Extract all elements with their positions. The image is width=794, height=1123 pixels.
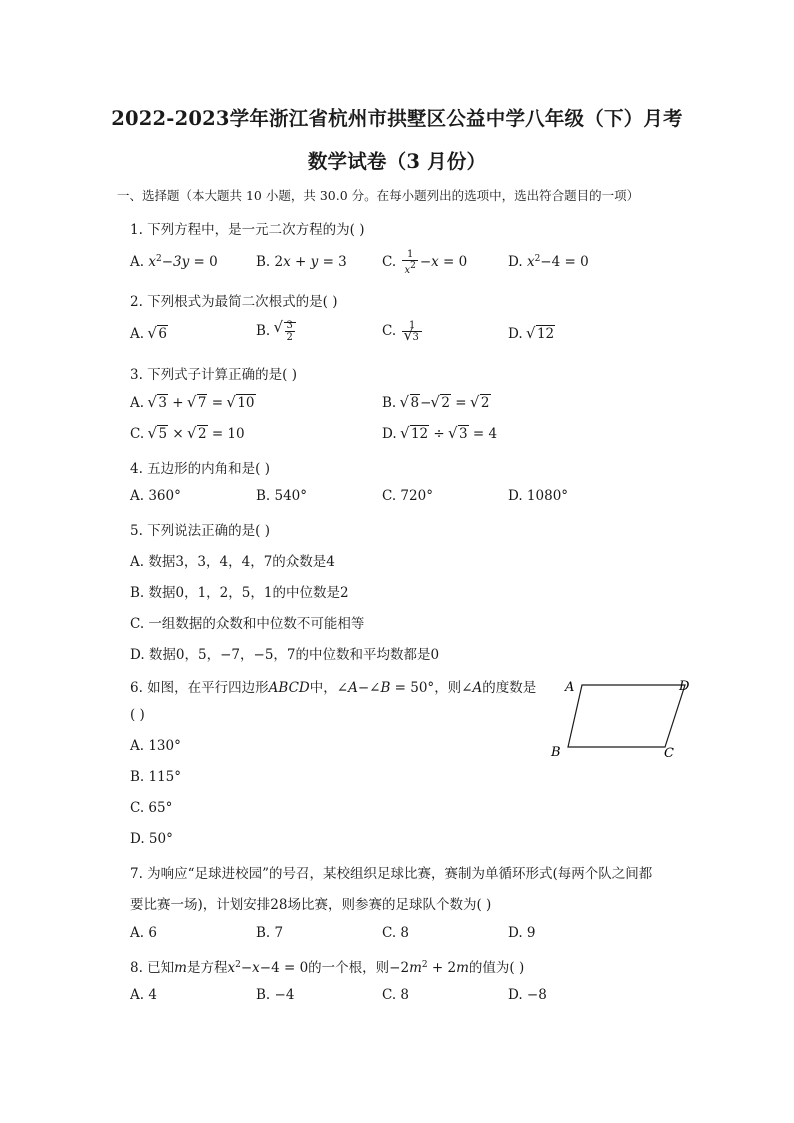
q3-option-d: D. √ 12 ÷ √ 3 = 4 [382, 426, 497, 442]
question-7-stem-line2: 要比赛一场)，计划安排28场比赛，则参赛的足球队个数为( ) [130, 897, 492, 913]
q6-option-b: B. 115° [130, 769, 182, 785]
q2-option-b: B. √ $\frac{3}{2}$ [256, 320, 296, 343]
section-heading: 一、选择题（本大题共 10 小题，共 30.0 分。在每小题列出的选项中，选出符合题目的一项） [117, 188, 640, 203]
q8-option-a: A. 4 [130, 987, 157, 1003]
q4-option-c: C. 720° [382, 488, 433, 504]
vertex-label-a: A [565, 680, 575, 695]
exam-title-line2: 数学试卷（3 月份） [307, 150, 487, 173]
q8-option-b: B. −4 [256, 987, 295, 1003]
q5-option-b: B. 数据0，1，2，5，1的中位数是2 [130, 585, 349, 601]
exam-title-line1: 2022-2023学年浙江省杭州市拱墅区公益中学八年级（下）月考 [111, 107, 683, 130]
q3-option-b: B. √ 8−√ 2 = √ 2 [382, 395, 491, 411]
question-8-stem: 8. 已知m是方程$x^2-x-4 = 0$的一个根，则$-2m^2 + 2m$的值为( ) [130, 960, 525, 976]
q2-option-d: D. √ 12 [508, 326, 555, 342]
vertex-label-b: B [551, 745, 561, 760]
q1-option-d: D. $x^2-4 = 0$ [508, 254, 589, 270]
q6-option-a: A. 130° [130, 738, 181, 754]
question-1-stem: 1. 下列方程中，是一元二次方程的为( ) [130, 222, 365, 238]
q7-option-b: B. 7 [256, 925, 284, 941]
q5-option-d: D. 数据0，5，−7，−5，7的中位数和平均数都是0 [130, 647, 440, 663]
question-4-stem: 4. 五边形的内角和是( ) [130, 461, 270, 477]
q7-option-a: A. 6 [130, 925, 157, 941]
q3-option-a: A. √ 3 + √ 7 = √ 10 [130, 395, 256, 411]
parallelogram-figure [545, 672, 705, 767]
q4-option-b: B. 540° [256, 488, 308, 504]
question-2-stem: 2. 下列根式为最简二次根式的是( ) [130, 294, 338, 310]
q1-option-a: A. $x^2-3y = 0$ [130, 254, 218, 270]
q4-option-a: A. 360° [130, 488, 181, 504]
q8-option-d: D. −8 [508, 987, 547, 1003]
q7-option-d: D. 9 [508, 925, 536, 941]
q1-option-b: B. 2x + y = 3 [256, 254, 347, 270]
q7-option-c: C. 8 [382, 925, 410, 941]
q1-option-c: C. $\frac{1}{x^2}$ −x = 0 [382, 249, 468, 276]
question-3-stem: 3. 下列式子计算正确的是( ) [130, 367, 297, 383]
q5-option-a: A. 数据3，3，4，4，7的众数是4 [130, 554, 335, 570]
q6-option-d: D. 50° [130, 831, 173, 847]
question-6-paren: ( ) [130, 707, 145, 723]
question-7-stem-line1: 7. 为响应“足球进校园”的号召，某校组织足球比赛，赛制为单循环形式(每两个队之间都 [130, 866, 653, 882]
q2-option-c: C. 1 √ 3 [382, 320, 424, 343]
vertex-label-c: C [664, 746, 674, 761]
question-5-stem: 5. 下列说法正确的是( ) [130, 523, 270, 539]
q2-option-a: A. √ 6 [130, 326, 168, 342]
vertex-label-d: D [679, 679, 690, 694]
question-6-stem: 6. 如图，在平行四边形ABCD中，∠A−∠B = 50°，则∠A的度数是 [130, 680, 537, 696]
q5-option-c: C. 一组数据的众数和中位数不可能相等 [130, 616, 365, 632]
q6-option-c: C. 65° [130, 800, 173, 816]
q8-option-c: C. 8 [382, 987, 410, 1003]
parallelogram-abcd [568, 685, 685, 747]
q3-option-c: C. √ 5 × √ 2 = 10 [130, 426, 245, 442]
q4-option-d: D. 1080° [508, 488, 569, 504]
